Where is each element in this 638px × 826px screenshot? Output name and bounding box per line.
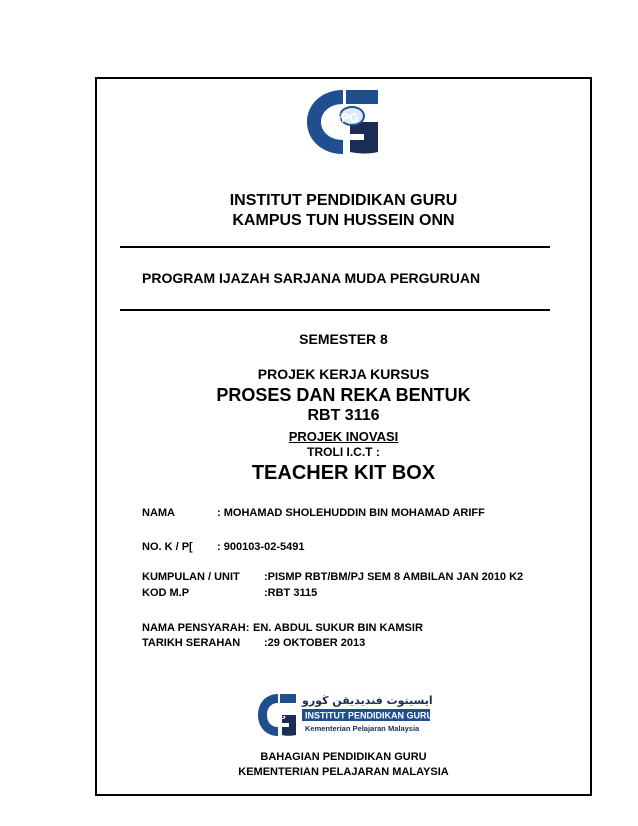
logo-ministry-text: Kementerian Pelajaran Malaysia bbox=[305, 724, 420, 733]
nokp-value: : 900103-02-5491 bbox=[217, 541, 305, 553]
kumpulan-value: :PISMP RBT/BM/PJ SEM 8 AMBILAN JAN 2010 K2 bbox=[264, 571, 524, 583]
course-name: PROSES DAN REKA BENTUK bbox=[216, 385, 471, 405]
kumpulan-label: KUMPULAN / UNIT bbox=[142, 571, 240, 583]
tarikh-label: TARIKH SERAHAN bbox=[142, 637, 241, 649]
project-subtitle: TROLI I.C.T : bbox=[307, 445, 380, 459]
divider-top bbox=[120, 246, 550, 248]
program-title: PROGRAM IJAZAH SARJANA MUDA PERGURUAN bbox=[142, 270, 481, 286]
kod-value: :RBT 3115 bbox=[264, 587, 318, 599]
project-title: TEACHER KIT BOX bbox=[251, 462, 436, 484]
pensyarah-label: NAMA PENSYARAH: bbox=[142, 622, 250, 634]
campus-name: KAMPUS TUN HUSSEIN ONN bbox=[232, 212, 455, 229]
nama-label: NAMA bbox=[142, 507, 175, 519]
nama-value: : MOHAMAD SHOLEHUDDIN BIN MOHAMAD ARIFF bbox=[217, 507, 485, 519]
pensyarah-value: EN. ABDUL SUKUR BIN KAMSIR bbox=[253, 622, 423, 634]
ipg-logo-top bbox=[302, 86, 384, 158]
ipg-full-logo-icon bbox=[256, 690, 432, 740]
logo-mark-text: iPG bbox=[338, 111, 359, 125]
logo-institute-text: INSTITUT PENDIDIKAN GURU bbox=[305, 710, 432, 721]
kod-label: KOD M.P bbox=[142, 587, 190, 599]
logo-jawi-text: ايسيتوت فنديديقن ڬورو bbox=[302, 694, 432, 707]
project-label: PROJEK INOVASI bbox=[288, 429, 399, 444]
ipg-logo-bottom bbox=[256, 690, 432, 740]
divider-bottom bbox=[120, 309, 550, 311]
ipg-emblem-icon bbox=[302, 86, 384, 158]
footer-ministry: KEMENTERIAN PELAJARAN MALAYSIA bbox=[238, 766, 449, 778]
tarikh-value: :29 OKTOBER 2013 bbox=[264, 637, 366, 649]
institute-name: INSTITUT PENDIDIKAN GURU bbox=[229, 192, 458, 209]
project-type: PROJEK KERJA KURSUS bbox=[257, 366, 430, 382]
semester: SEMESTER 8 bbox=[299, 331, 388, 347]
nokp-label: NO. K / P[ bbox=[142, 541, 193, 553]
logo-mark-text-small: iPG bbox=[272, 712, 286, 721]
footer-division: BAHAGIAN PENDIDIKAN GURU bbox=[260, 751, 427, 763]
course-code: RBT 3116 bbox=[307, 407, 380, 424]
